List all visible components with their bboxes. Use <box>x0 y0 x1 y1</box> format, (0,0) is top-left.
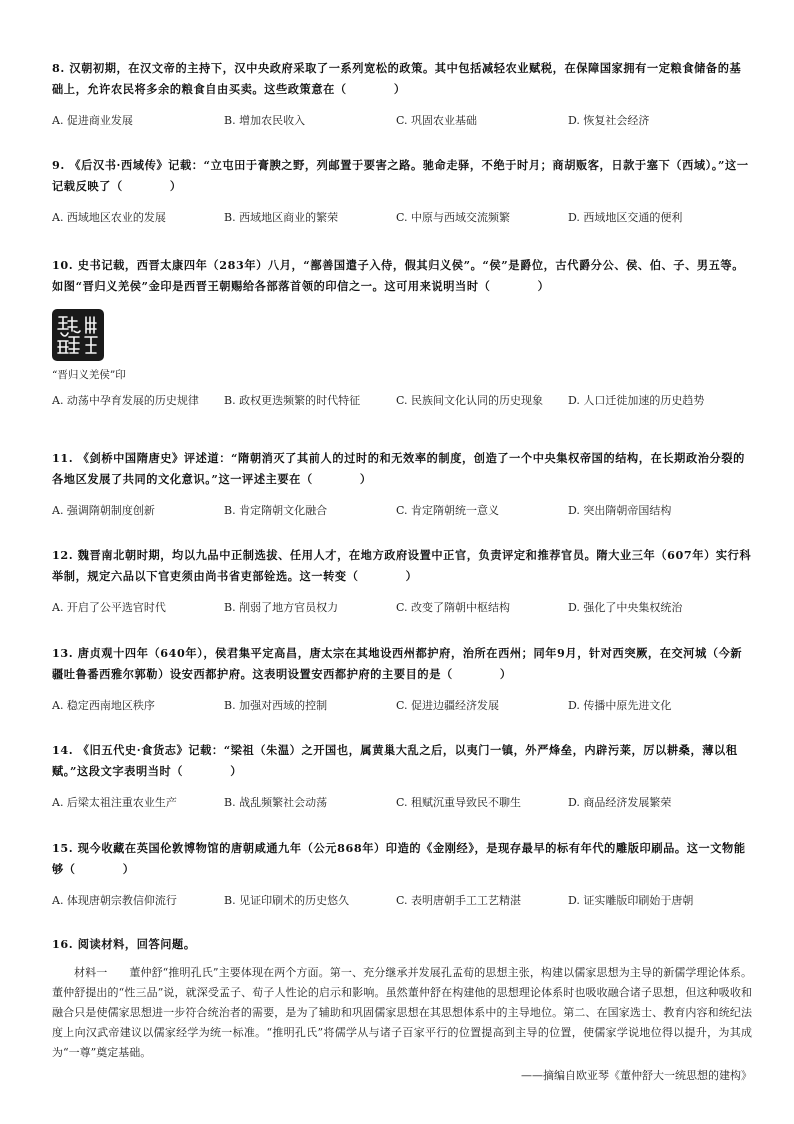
material-paragraph <box>52 963 752 1063</box>
options-row <box>52 112 752 132</box>
material-text: 董仲舒“推明孔氏”主要体现在两个方面。第一、充分继承并发展孔孟荀的思想主张，构建以儒家思想为主导的新儒学理论体系。董仲舒提出的“性三品”说，就深受孟子、荀子人性论的启示和影响。虽然董仲舒在构建他的思想理论体系时也吸收融合诸子思想，但这种吸收和融合只是使儒家思想进一步符合统治者的需要，是为了辅助和巩固儒家思想在其思想体系中的主导地位。第二、在国家选士、教育内容和统纪法度上向汉武帝建议以儒家经学为统一标准。“推明孔氏”将儒学从与诸子百家平行的位置提高到主导的位置，使儒家学说地位得以提升，为其成为“一尊”奠定基础。 <box>52 966 752 1059</box>
question-12 <box>52 545 752 619</box>
question-stem: 14. 《旧五代史·食货志》记载：“梁祖（朱温）之开国也，属黄巢大乱之后，以夷门一镇，外严烽垒，内辟污莱，厉以耕桑，薄以租赋。”这段文字表明当时（ ） <box>52 743 738 778</box>
option-a[interactable]: A. 促进商业发展 <box>52 114 133 127</box>
option-b[interactable]: B. 战乱频繁社会动荡 <box>224 796 328 809</box>
option-a[interactable]: A. 体现唐朝宗教信仰流行 <box>52 894 177 907</box>
option-a[interactable]: A. 稳定西南地区秩序 <box>52 699 155 712</box>
option-d[interactable]: D. 人口迁徙加速的历史趋势 <box>568 394 705 407</box>
question-14 <box>52 740 752 814</box>
seal-caption: “晋归义羌侯”印 <box>52 369 126 381</box>
option-c[interactable]: C. 肯定隋朝统一意义 <box>396 504 500 517</box>
option-d[interactable]: D. 突出隋朝帝国结构 <box>568 504 672 517</box>
question-15 <box>52 838 752 912</box>
options-row <box>52 794 752 814</box>
option-c[interactable]: C. 租赋沉重导致民不聊生 <box>396 796 522 809</box>
option-b[interactable]: B. 肯定隋朝文化融合 <box>224 504 328 517</box>
options-row <box>52 209 752 229</box>
question-stem: 10. 史书记载，西晋太康四年（283年）八月，“鄯善国遣子入侍，假其归义侯”。“侯”是爵位，古代爵分公、侯、伯、子、男五等。如图“晋归义羌侯”金印是西晋王朝赐给各部落首领的印信之一。这可用来说明当时（ ） <box>52 258 745 293</box>
material-source: ——摘编自欧亚琴《董仲舒大一统思想的建构》 <box>521 1069 752 1082</box>
options-row <box>52 697 752 717</box>
option-a[interactable]: A. 动荡中孕育发展的历史规律 <box>52 394 199 407</box>
option-b[interactable]: B. 增加农民收入 <box>224 114 306 127</box>
option-b[interactable]: B. 加强对西域的控制 <box>224 699 328 712</box>
option-d[interactable]: D. 商品经济发展繁荣 <box>568 796 672 809</box>
option-a[interactable]: A. 西域地区农业的发展 <box>52 211 166 224</box>
question-stem: 9. 《后汉书·西域传》记载：“立屯田于膏腴之野，列邮置于要害之路。驰命走驿，不绝于时月；商胡贩客，日款于塞下（西域）。”这一记载反映了（ ） <box>52 158 749 193</box>
option-d[interactable]: D. 恢复社会经济 <box>568 114 650 127</box>
options-row <box>52 392 752 412</box>
option-d[interactable]: D. 传播中原先进文化 <box>568 699 672 712</box>
question-stem: 11. 《剑桥中国隋唐史》评述道：“隋朝消灭了其前人的过时的和无效率的制度，创造了一个中央集权帝国的结构，在长期政治分裂的各地区发展了共同的文化意识。”这一评述主要在（ ） <box>52 451 745 486</box>
option-c[interactable]: C. 表明唐朝手工工艺精湛 <box>396 894 522 907</box>
option-a[interactable]: A. 后梁太祖注重农业生产 <box>52 796 177 809</box>
question-stem: 13. 唐贞观十四年（640年），侯君集平定高昌，唐太宗在其地设西州都护府，治所在西州；同年9月，针对西突厥，在交河城（今新疆吐鲁番西雅尔郭勒）设安西都护府。这表明设置安西都护府的主要目的是（ ） <box>52 646 743 681</box>
question-13 <box>52 643 752 717</box>
option-b[interactable]: B. 政权更迭频繁的时代特征 <box>224 394 361 407</box>
option-d[interactable]: D. 强化了中央集权统治 <box>568 601 683 614</box>
question-8 <box>52 58 752 132</box>
option-c[interactable]: C. 巩固农业基础 <box>396 114 478 127</box>
option-c[interactable]: C. 促进边疆经济发展 <box>396 699 500 712</box>
option-c[interactable]: C. 民族间文化认同的历史现象 <box>396 394 544 407</box>
option-b[interactable]: B. 见证印刷术的历史悠久 <box>224 894 350 907</box>
option-d[interactable]: D. 西域地区交通的便利 <box>568 211 683 224</box>
seal-glyph-icon <box>52 309 104 361</box>
option-a[interactable]: A. 开启了公平选官时代 <box>52 601 166 614</box>
question-stem: 12. 魏晋南北朝时期，均以九品中正制选拔、任用人才，在地方政府设置中正官，负责评定和推荐官员。隋大业三年（607年）实行科举制，规定六品以下官吏须由尚书省吏部铨选。这一转变（ ） <box>52 548 752 583</box>
option-c[interactable]: C. 中原与西域交流频繁 <box>396 211 511 224</box>
question-stem: 8. 汉朝初期，在汉文帝的主持下，汉中央政府采取了一系列宽松的政策。其中包括减轻农业赋税，在保障国家拥有一定粮食储备的基础上，允许农民将多余的粮食自由买卖。这些政策意在（ ） <box>52 61 742 96</box>
question-10 <box>52 255 752 412</box>
options-row <box>52 502 752 522</box>
question-11 <box>52 448 752 522</box>
question-16 <box>52 934 752 1083</box>
question-stem: 16. 阅读材料，回答问题。 <box>52 937 196 951</box>
seal-image <box>52 309 104 361</box>
question-9 <box>52 155 752 229</box>
options-row <box>52 599 752 619</box>
option-b[interactable]: B. 削弱了地方官员权力 <box>224 601 339 614</box>
question-stem: 15. 现今收藏在英国伦敦博物馆的唐朝咸通九年（公元868年）印造的《金刚经》，是现存最早的标有年代的雕版印刷品。这一文物能够（ ） <box>52 841 746 876</box>
option-b[interactable]: B. 西域地区商业的繁荣 <box>224 211 339 224</box>
option-d[interactable]: D. 证实雕版印刷始于唐朝 <box>568 894 694 907</box>
options-row <box>52 892 752 912</box>
material-label: 材料一 <box>74 966 108 979</box>
option-a[interactable]: A. 强调隋朝制度创新 <box>52 504 155 517</box>
option-c[interactable]: C. 改变了隋朝中枢结构 <box>396 601 511 614</box>
